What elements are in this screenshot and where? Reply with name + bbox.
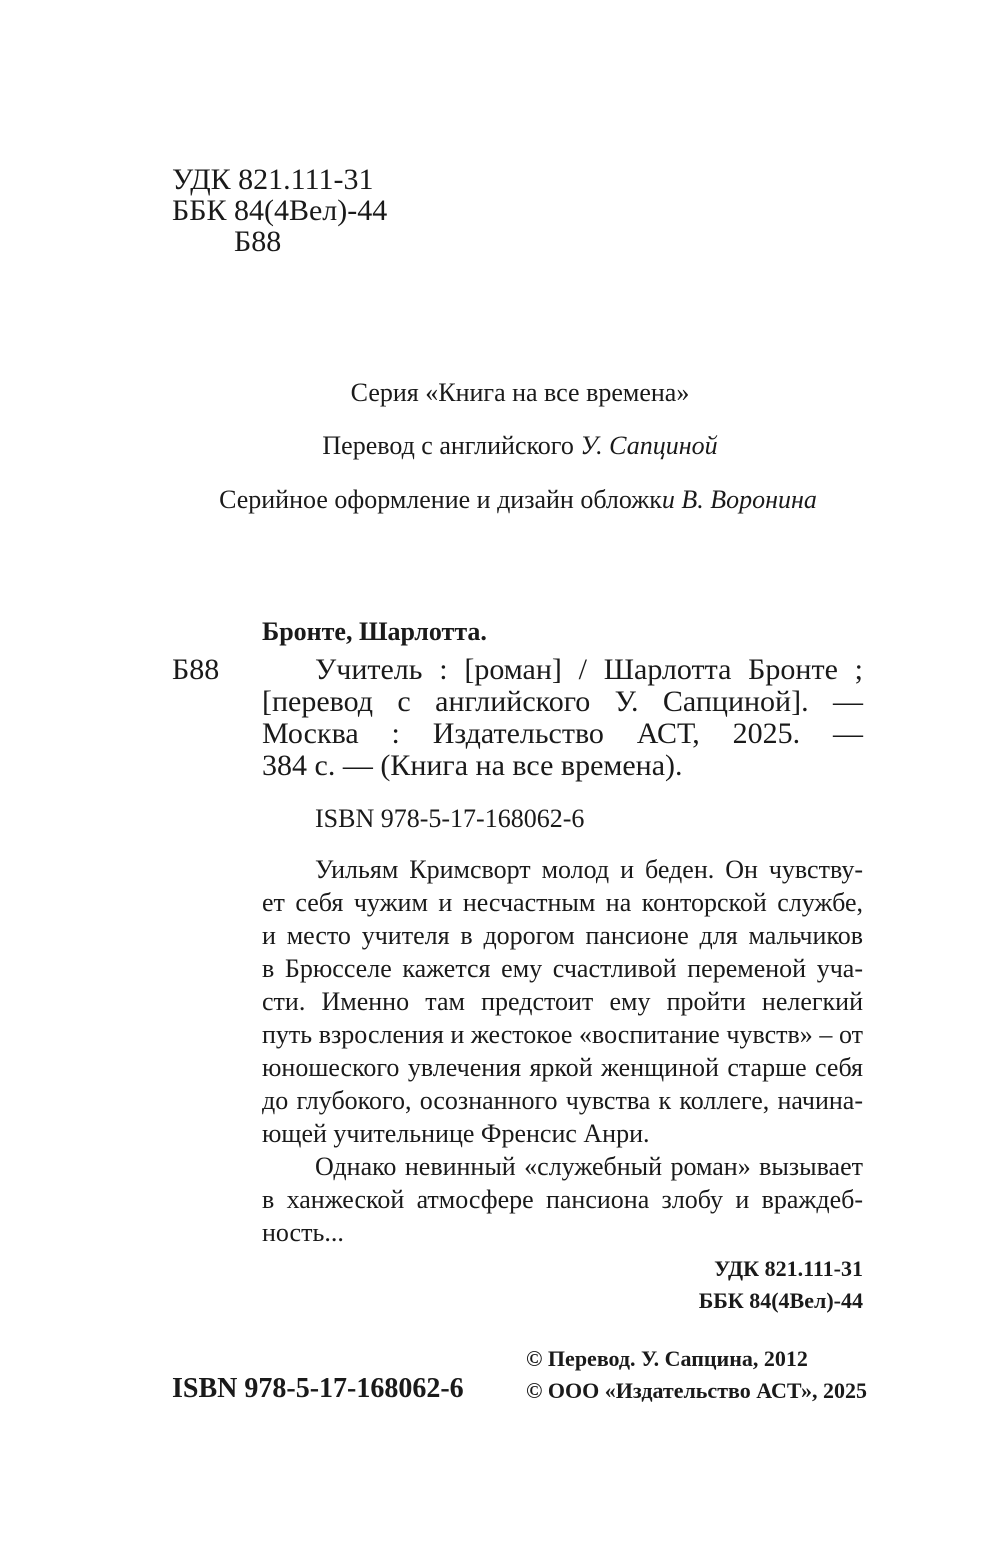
isbn-big: ISBN 978-5-17-168062-6 — [172, 1373, 464, 1404]
annotation-line: и место учителя в дорогом пансионе для мальчиков — [262, 921, 863, 950]
annotation-line: путь взросления и жестокое «воспитание чувств» – от — [262, 1020, 863, 1049]
annotation-line: до глубокого, осознанного чувства к коллеге, начина- — [262, 1086, 863, 1115]
catalog-line-4: 384 с. — (Книга на все времена). — [262, 749, 683, 782]
annotation-line: в ханжеской атмосфере пансиона злобу и враждеб- — [262, 1185, 863, 1214]
translator-name: У. Сапциной — [580, 431, 718, 460]
annotation-line: Уильям Кримсворт молод и беден. Он чувству- — [315, 855, 863, 884]
catalog-line-2: [перевод с английского У. Сапциной]. — — [262, 685, 863, 718]
annotation-line: Однако невинный «служебный роман» вызывает — [315, 1152, 863, 1181]
translation-credit — [0, 431, 1000, 461]
design-prefix: Серийное оформление и дизайн обложк — [219, 485, 662, 514]
translation-prefix: Перевод с английского — [322, 431, 581, 460]
copyright-line: © ООО «Издательство АСТ», 2025 — [526, 1378, 868, 1403]
catalog-line-3: Москва : Издательство АСТ, 2025. — — [262, 717, 863, 750]
annotation-line: ющей учительнице Френсис Анри. — [262, 1119, 650, 1148]
author-mark: Б88 — [234, 225, 282, 258]
bbk-code-bottom: ББК 84(4Вел)-44 — [698, 1288, 863, 1313]
catalog-author: Бронте, Шарлотта. — [262, 617, 487, 646]
annotation-line: ность... — [262, 1218, 344, 1247]
design-credit — [0, 485, 1000, 515]
annotation-line: сти. Именно там предстоит ему пройти нелегкий — [262, 987, 863, 1016]
annotation-line: в Брюсселе кажется ему счастливой переменой уча- — [262, 954, 863, 983]
catalog-mark: Б88 — [172, 653, 220, 686]
udk-code: УДК 821.111-31 — [172, 163, 374, 196]
udk-code-bottom: УДК 821.111-31 — [714, 1256, 863, 1281]
bbk-code: ББК 84(4Вел)-44 — [172, 194, 388, 227]
series-title: Серия «Книга на все времена» — [350, 378, 690, 407]
annotation-line: ет себя чужим и несчастным на конторской службе, — [262, 888, 863, 917]
designer-name: и В. Воронина — [661, 485, 817, 514]
copyright-line: © Перевод. У. Сапцина, 2012 — [526, 1346, 808, 1371]
catalog-line-1: Учитель : [роман] / Шарлотта Бронте ; — [315, 653, 863, 686]
annotation-line: юношеского увлечения яркой женщиной старше себя — [262, 1053, 863, 1082]
catalog-isbn: ISBN 978-5-17-168062-6 — [315, 804, 585, 833]
